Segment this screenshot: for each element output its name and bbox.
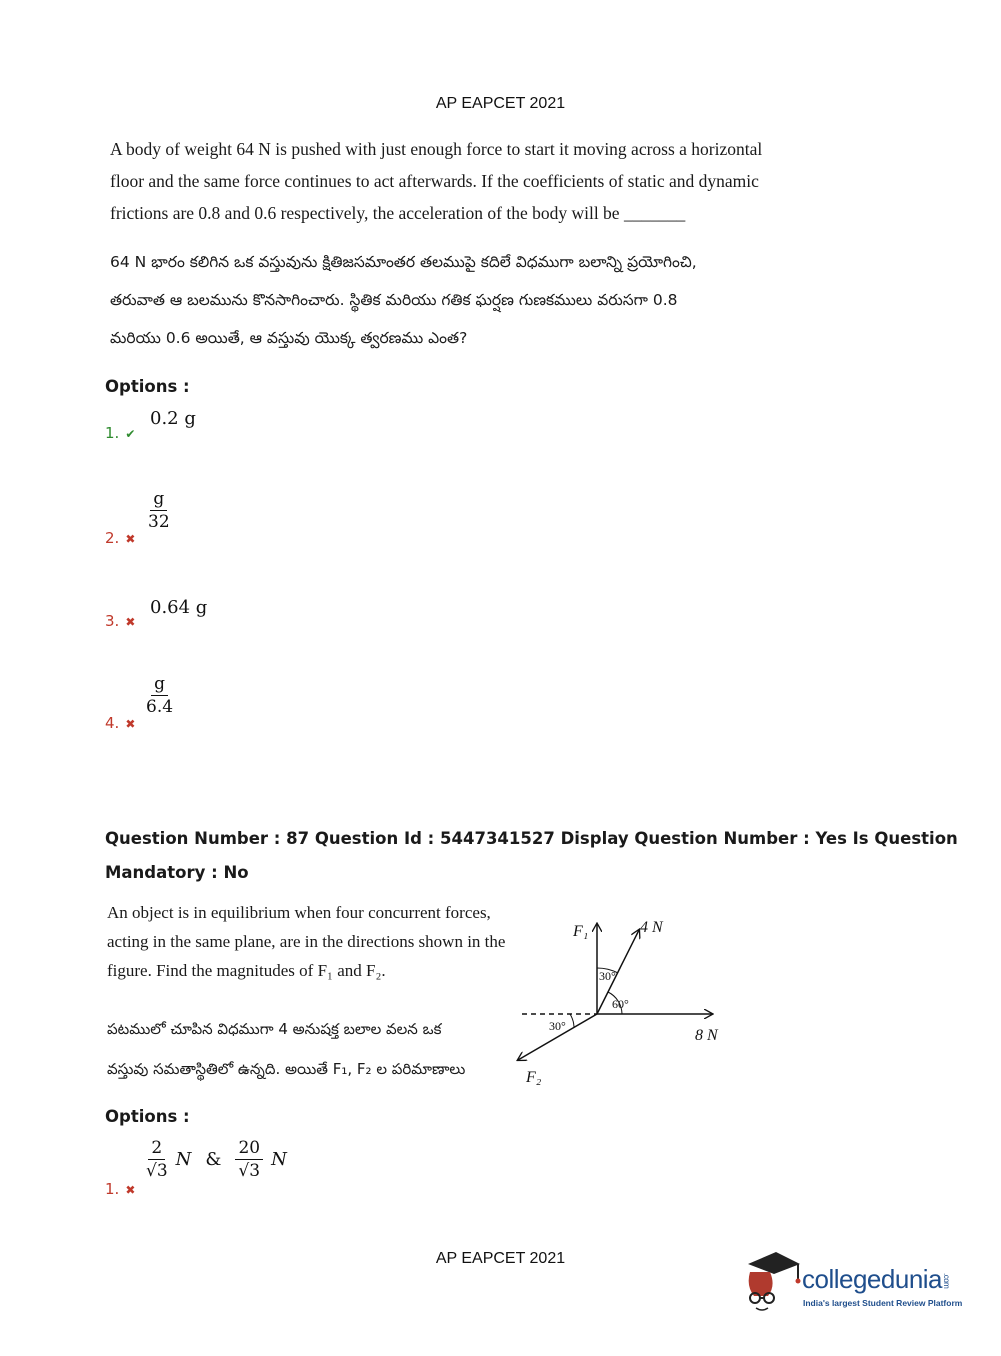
q87-telugu-text [107, 1009, 547, 1089]
check-icon: ✔ [125, 427, 136, 441]
option-number: 3. [105, 612, 120, 630]
q86-te-line: తరువాత ఆ బలమును కొనసాగించారు. స్థితిక మరియు గతిక ఘర్షణ గుణకములు వరుసగా 0.8 [110, 291, 678, 309]
option-number: 1. [105, 424, 120, 442]
cross-icon: ✖ [125, 532, 136, 546]
label-angle-30-top: 30° [599, 969, 616, 983]
q87-options-label: Options : [105, 1107, 190, 1126]
q86-option-1-value: 0.2 g [150, 408, 196, 429]
logo-suffix: .com [942, 1272, 952, 1288]
q86-option-4-number [105, 714, 135, 732]
q86-option-2-fraction [148, 488, 170, 533]
logo-name: collegedunia [802, 1264, 943, 1294]
option-number: 4. [105, 714, 120, 732]
q86-option-3-value: 0.64 g [150, 597, 208, 618]
q87-en-line: figure. Find the magnitudes of F₁ and F₂. [107, 961, 386, 980]
force-diagram [500, 910, 740, 1090]
q87-meta-line-1: Question Number : 87 Question Id : 5447341527 Display Question Number : Yes Is Question [105, 829, 958, 848]
denominator: 32 [148, 512, 170, 532]
q87-option-1-number [105, 1180, 135, 1198]
logo-tagline: India's largest Student Review Platform [803, 1298, 963, 1308]
q86-english-text [110, 133, 810, 229]
q86-te-line: మరియు 0.6 అయితే, ఆ వస్తువు యొక్క త్వరణము ఎంత? [110, 329, 468, 347]
cross-icon: ✖ [125, 615, 136, 629]
cross-icon: ✖ [125, 1183, 136, 1197]
q86-options-label: Options : [105, 377, 190, 396]
label-4n: 4 N [640, 919, 663, 936]
q86-en-line: floor and the same force continues to act afterwards. If the coefficients of static and dynamic [110, 171, 759, 191]
q86-option-2-number [105, 529, 135, 547]
cross-icon: ✖ [125, 717, 136, 731]
fraction-b [235, 1137, 263, 1182]
q86-te-line: 64 N భారం కలిగిన ఒక వస్తువును క్షితిజసమాంతర తలముపై కదిలే విధముగా బలాన్ని ప్రయోగించి, [110, 253, 697, 271]
q87-en-line: An object is in equilibrium when four concurrent forces, [107, 903, 491, 922]
q86-en-line: A body of weight 64 N is pushed with just enough force to start it moving across a horizontal [110, 139, 763, 159]
numerator: g [151, 673, 168, 696]
unit: N [271, 1149, 287, 1170]
unit: N [175, 1149, 192, 1170]
q87-english-text [107, 898, 527, 985]
page-footer: AP EAPCET 2021 [435, 1250, 566, 1267]
q86-option-1-number [105, 424, 135, 442]
q86-option-3-number [105, 612, 135, 630]
fraction-a [146, 1137, 168, 1182]
label-f2: F₂ [526, 1069, 542, 1086]
page-header: AP EAPCET 2021 [435, 95, 566, 112]
q87-en-line: acting in the same plane, are in the directions shown in the [107, 932, 506, 951]
label-angle-30-left: 30° [549, 1019, 566, 1033]
q87-meta-line-2: Mandatory : No [105, 863, 249, 882]
option-number: 1. [105, 1180, 120, 1198]
collegedunia-logo [742, 1250, 972, 1320]
q87-te-line: పటములో చూపిన విధముగా 4 అనుషక్త బలాల వలన ఒక [107, 1020, 442, 1038]
denominator: √3 [146, 1161, 168, 1181]
numerator: 20 [235, 1137, 263, 1160]
angle-arc-30-left [570, 1014, 574, 1027]
q86-en-line: frictions are 0.8 and 0.6 respectively, the acceleration of the body will be _______ [110, 203, 686, 223]
label-8n: 8 N [695, 1027, 718, 1044]
mascot-icon [742, 1250, 802, 1316]
q87-option-1-value [146, 1137, 287, 1182]
numerator: g [150, 488, 167, 511]
denominator: √3 [238, 1161, 261, 1181]
ampersand: & [205, 1149, 222, 1170]
numerator: 2 [148, 1137, 165, 1160]
q87-te-line: వస్తువు సమతాస్థితిలో ఉన్నది. అయితే F₁, F₂ ల పరిమాణాలు [107, 1060, 466, 1078]
label-f1: F₁ [573, 923, 589, 940]
label-angle-60: 60° [612, 997, 629, 1011]
q86-telugu-text [110, 243, 830, 357]
option-number: 2. [105, 529, 120, 547]
q86-option-4-fraction [146, 673, 173, 718]
denominator: 6.4 [146, 697, 174, 717]
